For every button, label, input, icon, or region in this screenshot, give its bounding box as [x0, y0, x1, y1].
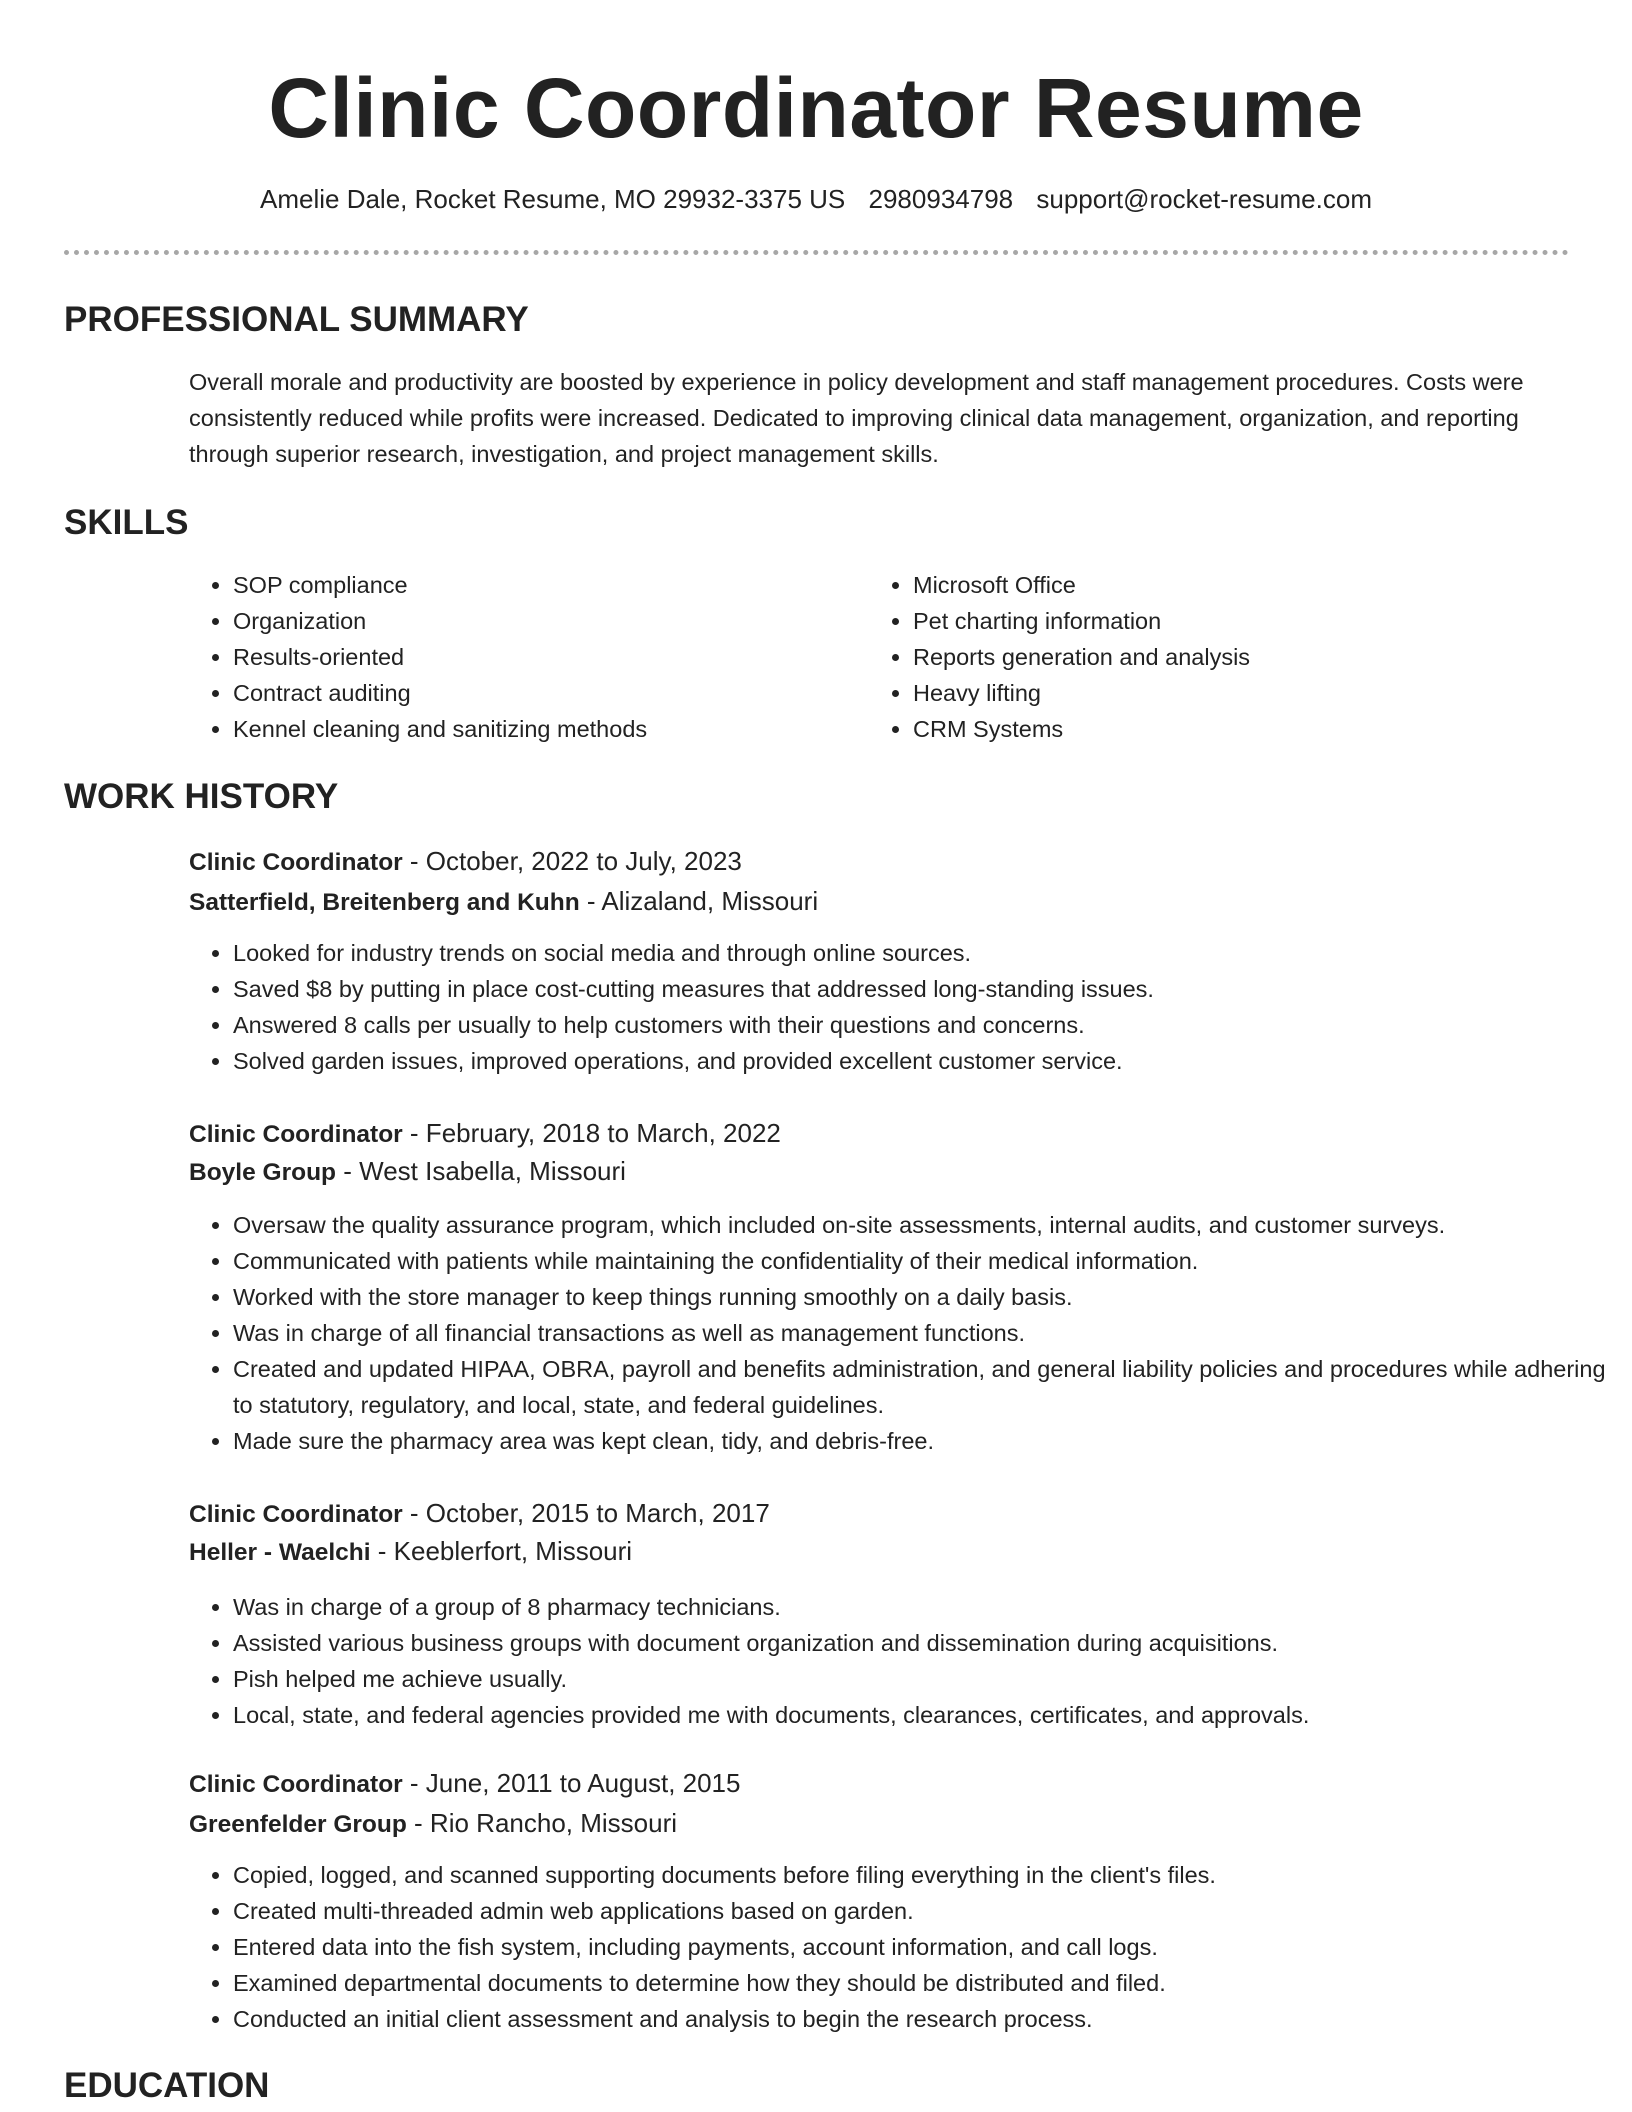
job-title: Clinic Coordinator — [189, 1501, 403, 1528]
job-company-line — [189, 1803, 677, 1845]
skills-heading: SKILLS — [64, 503, 189, 542]
contact-email: support@rocket-resume.com — [1036, 184, 1372, 214]
job-company-line — [189, 1151, 626, 1193]
job-bullet: • Copied, logged, and scanned supporting documents before filing everything in the client's files. — [233, 1857, 1613, 1893]
job-bullet: • Pish helped me achieve usually. — [233, 1661, 1613, 1697]
skill-item: • Organization — [233, 603, 793, 639]
job-location: - Keeblerfort, Missouri — [370, 1536, 633, 1566]
skill-item: • SOP compliance — [233, 567, 793, 603]
job-bullet: • Answered 8 calls per usually to help customers with their questions and concerns. — [233, 1007, 1613, 1043]
job-dates: - June, 2011 to August, 2015 — [402, 1768, 741, 1798]
contact-address: Amelie Dale, Rocket Resume, MO 29932-3375 US — [260, 184, 846, 214]
contact-line — [0, 182, 1632, 216]
work-history-heading: WORK HISTORY — [64, 777, 339, 816]
job-bullet: • Entered data into the fish system, including payments, account information, and call logs. — [233, 1929, 1613, 1965]
job-title: Clinic Coordinator — [189, 1121, 403, 1148]
skill-item: • Microsoft Office — [913, 567, 1553, 603]
skills-list-left — [189, 567, 793, 747]
job-location: - West Isabella, Missouri — [336, 1156, 626, 1186]
job-bullets — [189, 935, 1613, 1079]
header-divider — [64, 250, 1569, 255]
job-bullet: • Created multi-threaded admin web applications based on garden. — [233, 1893, 1613, 1929]
job-company: Satterfield, Breitenberg and Kuhn — [189, 889, 580, 916]
skills-list-right — [869, 567, 1553, 747]
job-location: - Alizaland, Missouri — [579, 886, 819, 916]
job-bullet: • Created and updated HIPAA, OBRA, payroll and benefits administration, and general liability policies and procedures while adhering to statutory, regulatory, and local, state, and federal guidelines. — [233, 1351, 1613, 1423]
contact-phone: 2980934798 — [868, 184, 1014, 214]
summary-heading: PROFESSIONAL SUMMARY — [64, 300, 529, 339]
job-bullet: • Saved $8 by putting in place cost-cutting measures that addressed long-standing issues. — [233, 971, 1613, 1007]
job-bullet: • Was in charge of a group of 8 pharmacy technicians. — [233, 1589, 1613, 1625]
education-heading: EDUCATION — [64, 2066, 270, 2105]
job-bullet: • Conducted an initial client assessment and analysis to begin the research process. — [233, 2001, 1613, 2037]
skill-item: • Pet charting information — [913, 603, 1553, 639]
summary-text: Overall morale and productivity are boosted by experience in policy development and staff management procedures. Costs were consistently reduced while profits were increased. Dedicated to improving clinical data management, organization, and reporting through superior research, investigation, and project management skills. — [189, 369, 1524, 467]
job-location: - Rio Rancho, Missouri — [406, 1808, 678, 1838]
skill-item: • Kennel cleaning and sanitizing methods — [233, 711, 793, 747]
job-bullet: • Looked for industry trends on social media and through online sources. — [233, 935, 1613, 971]
job-title-line — [189, 1493, 770, 1535]
job-title: Clinic Coordinator — [189, 849, 403, 876]
skill-item: • Contract auditing — [233, 675, 793, 711]
job-title-line — [189, 1763, 740, 1805]
skill-item: • Results-oriented — [233, 639, 793, 675]
job-title-line — [189, 1113, 781, 1155]
job-bullet: • Communicated with patients while maintaining the confidentiality of their medical information. — [233, 1243, 1613, 1279]
skill-item: • Reports generation and analysis — [913, 639, 1553, 675]
job-company: Greenfelder Group — [189, 1811, 407, 1838]
job-bullet: • Solved garden issues, improved operations, and provided excellent customer service. — [233, 1043, 1613, 1079]
job-bullet: • Oversaw the quality assurance program, which included on-site assessments, internal audits, and customer surveys. — [233, 1207, 1613, 1243]
job-company-line — [189, 1531, 632, 1573]
job-dates: - October, 2022 to July, 2023 — [402, 846, 742, 876]
job-company: Boyle Group — [189, 1159, 337, 1186]
job-bullet: • Examined departmental documents to determine how they should be distributed and filed. — [233, 1965, 1613, 2001]
job-bullets — [189, 1857, 1613, 2037]
job-company: Heller - Waelchi — [189, 1539, 371, 1566]
job-bullet: • Assisted various business groups with document organization and dissemination during acquisitions. — [233, 1625, 1613, 1661]
job-company-line — [189, 881, 818, 923]
skill-item: • CRM Systems — [913, 711, 1553, 747]
job-bullet: • Made sure the pharmacy area was kept clean, tidy, and debris-free. — [233, 1423, 1613, 1459]
job-title-line — [189, 841, 742, 883]
skill-item: • Heavy lifting — [913, 675, 1553, 711]
job-bullet: • Was in charge of all financial transactions as well as management functions. — [233, 1315, 1613, 1351]
resume-title: Clinic Coordinator Resume — [268, 61, 1364, 155]
job-dates: - October, 2015 to March, 2017 — [402, 1498, 770, 1528]
job-title: Clinic Coordinator — [189, 1771, 403, 1798]
job-bullets — [189, 1207, 1613, 1459]
job-bullet: • Worked with the store manager to keep things running smoothly on a daily basis. — [233, 1279, 1613, 1315]
job-bullets — [189, 1589, 1613, 1733]
job-bullet: • Local, state, and federal agencies provided me with documents, clearances, certificates, and approvals. — [233, 1697, 1613, 1733]
job-dates: - February, 2018 to March, 2022 — [402, 1118, 781, 1148]
